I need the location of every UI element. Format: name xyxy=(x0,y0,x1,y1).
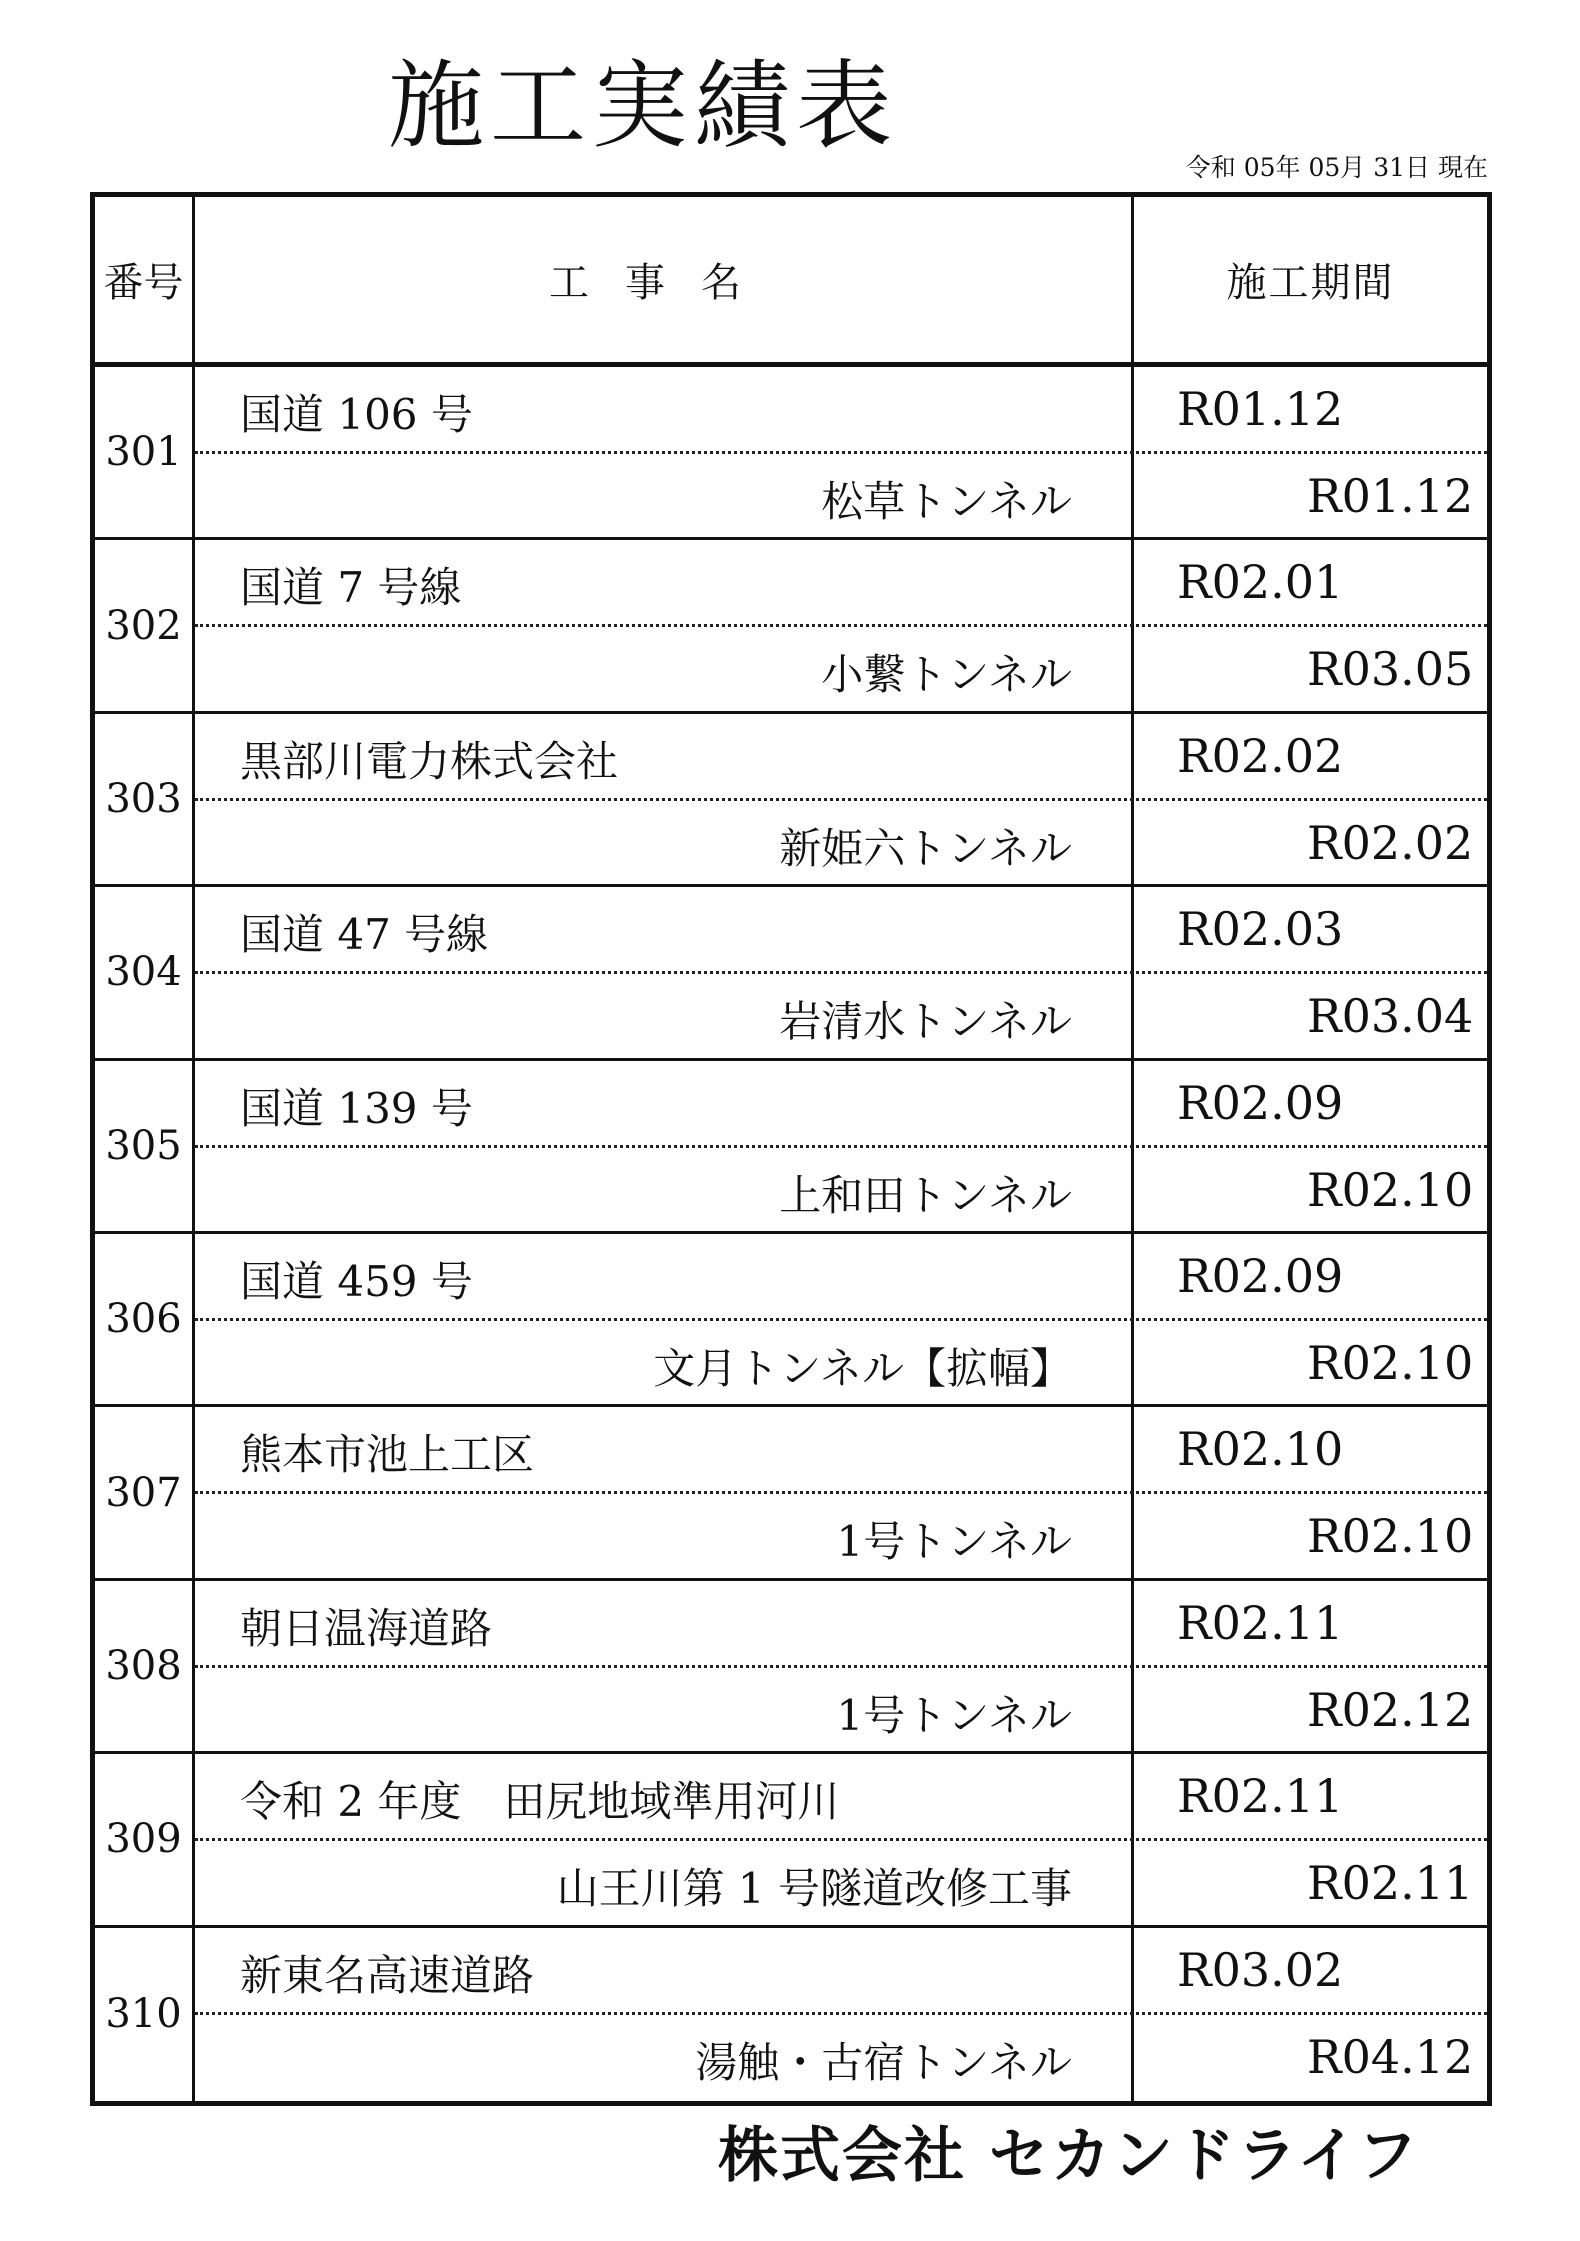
project-name: 国道 139 号 xyxy=(240,1083,473,1133)
row-number: 305 xyxy=(105,1122,182,1169)
period-start: R01.12 xyxy=(1177,382,1344,436)
table-row xyxy=(95,1581,1487,1754)
dotted-separator xyxy=(195,1145,1487,1148)
tunnel-name: 新姫六トンネル xyxy=(779,823,1072,873)
dotted-separator xyxy=(195,971,1487,974)
dotted-separator xyxy=(195,1491,1487,1494)
table-row xyxy=(95,714,1487,887)
project-name: 令和 2 年度 田尻地域準用河川 xyxy=(240,1777,840,1827)
table-row xyxy=(95,540,1487,713)
table-row xyxy=(95,367,1487,540)
row-number: 301 xyxy=(105,429,182,476)
row-number: 303 xyxy=(105,775,182,822)
table-row xyxy=(95,1754,1487,1927)
project-name: 黒部川電力株式会社 xyxy=(240,736,619,786)
header-period: 施工期間 xyxy=(1226,260,1395,306)
tunnel-name: 岩清水トンネル xyxy=(779,997,1072,1047)
project-name: 新東名高速道路 xyxy=(240,1950,535,2000)
period-end: R01.12 xyxy=(1307,469,1474,523)
period-end: R04.12 xyxy=(1307,2029,1474,2084)
project-name: 国道 47 号線 xyxy=(240,910,489,960)
period-start: R02.11 xyxy=(1177,1769,1344,1824)
table-row xyxy=(95,1234,1487,1407)
period-start: R02.09 xyxy=(1177,1075,1344,1130)
period-start: R02.03 xyxy=(1177,902,1344,957)
period-end: R02.02 xyxy=(1307,815,1474,870)
dotted-separator xyxy=(195,1665,1487,1668)
company-name: 株式会社 セカンドライフ xyxy=(718,2121,1420,2191)
tunnel-name: 小繋トンネル xyxy=(821,650,1072,700)
period-start: R02.02 xyxy=(1177,728,1344,783)
tunnel-name: 松草トンネル xyxy=(821,477,1072,526)
dotted-separator xyxy=(195,451,1487,454)
page-title: 施工実績表 xyxy=(388,50,898,162)
header-work-name: 工事名 xyxy=(549,260,777,306)
dotted-separator xyxy=(195,1838,1487,1841)
dotted-separator xyxy=(195,2012,1487,2015)
row-number: 306 xyxy=(105,1296,182,1343)
project-name: 国道 106 号 xyxy=(240,390,473,439)
period-start: R02.11 xyxy=(1177,1595,1344,1650)
project-name: 国道 459 号 xyxy=(240,1256,473,1306)
tunnel-name: 1号トンネル xyxy=(836,1690,1072,1740)
period-end: R02.10 xyxy=(1307,1509,1474,1564)
works-table xyxy=(90,192,1492,2106)
tunnel-name: 山王川第 1 号隧道改修工事 xyxy=(556,1864,1072,1914)
period-end: R02.12 xyxy=(1307,1682,1474,1737)
row-number: 310 xyxy=(105,1991,182,2038)
project-name: 国道 7 号線 xyxy=(240,563,462,613)
period-start: R02.09 xyxy=(1177,1248,1344,1303)
period-end: R02.10 xyxy=(1307,1162,1474,1217)
dotted-separator xyxy=(195,1318,1487,1321)
period-start: R02.01 xyxy=(1177,555,1344,610)
tunnel-name: 湯触・古宿トンネル xyxy=(695,2037,1072,2087)
tunnel-name: 1号トンネル xyxy=(836,1517,1072,1567)
project-name: 朝日温海道路 xyxy=(240,1603,493,1653)
period-end: R02.11 xyxy=(1307,1856,1474,1911)
period-end: R03.05 xyxy=(1307,642,1474,697)
as-of-date: 令和 05年 05月 31日 現在 xyxy=(1185,153,1488,182)
dotted-separator xyxy=(195,624,1487,627)
period-start: R03.02 xyxy=(1177,1942,1344,1997)
row-number: 304 xyxy=(105,949,182,996)
row-number: 302 xyxy=(105,602,182,649)
table-row xyxy=(95,887,1487,1060)
header-number: 番号 xyxy=(103,260,184,306)
tunnel-name: 上和田トンネル xyxy=(779,1170,1072,1220)
table-row xyxy=(95,1407,1487,1580)
table-body xyxy=(95,367,1487,2101)
project-name: 熊本市池上工区 xyxy=(240,1430,535,1480)
row-number: 307 xyxy=(105,1469,182,1516)
tunnel-name: 文月トンネル【拡幅】 xyxy=(653,1343,1072,1393)
table-row xyxy=(95,1928,1487,2101)
row-number: 308 xyxy=(105,1642,182,1689)
period-end: R03.04 xyxy=(1307,989,1474,1044)
table-header xyxy=(95,197,1487,367)
row-number: 309 xyxy=(105,1816,182,1863)
period-start: R02.10 xyxy=(1177,1422,1344,1477)
period-end: R02.10 xyxy=(1307,1335,1474,1390)
table-row xyxy=(95,1061,1487,1234)
dotted-separator xyxy=(195,798,1487,801)
